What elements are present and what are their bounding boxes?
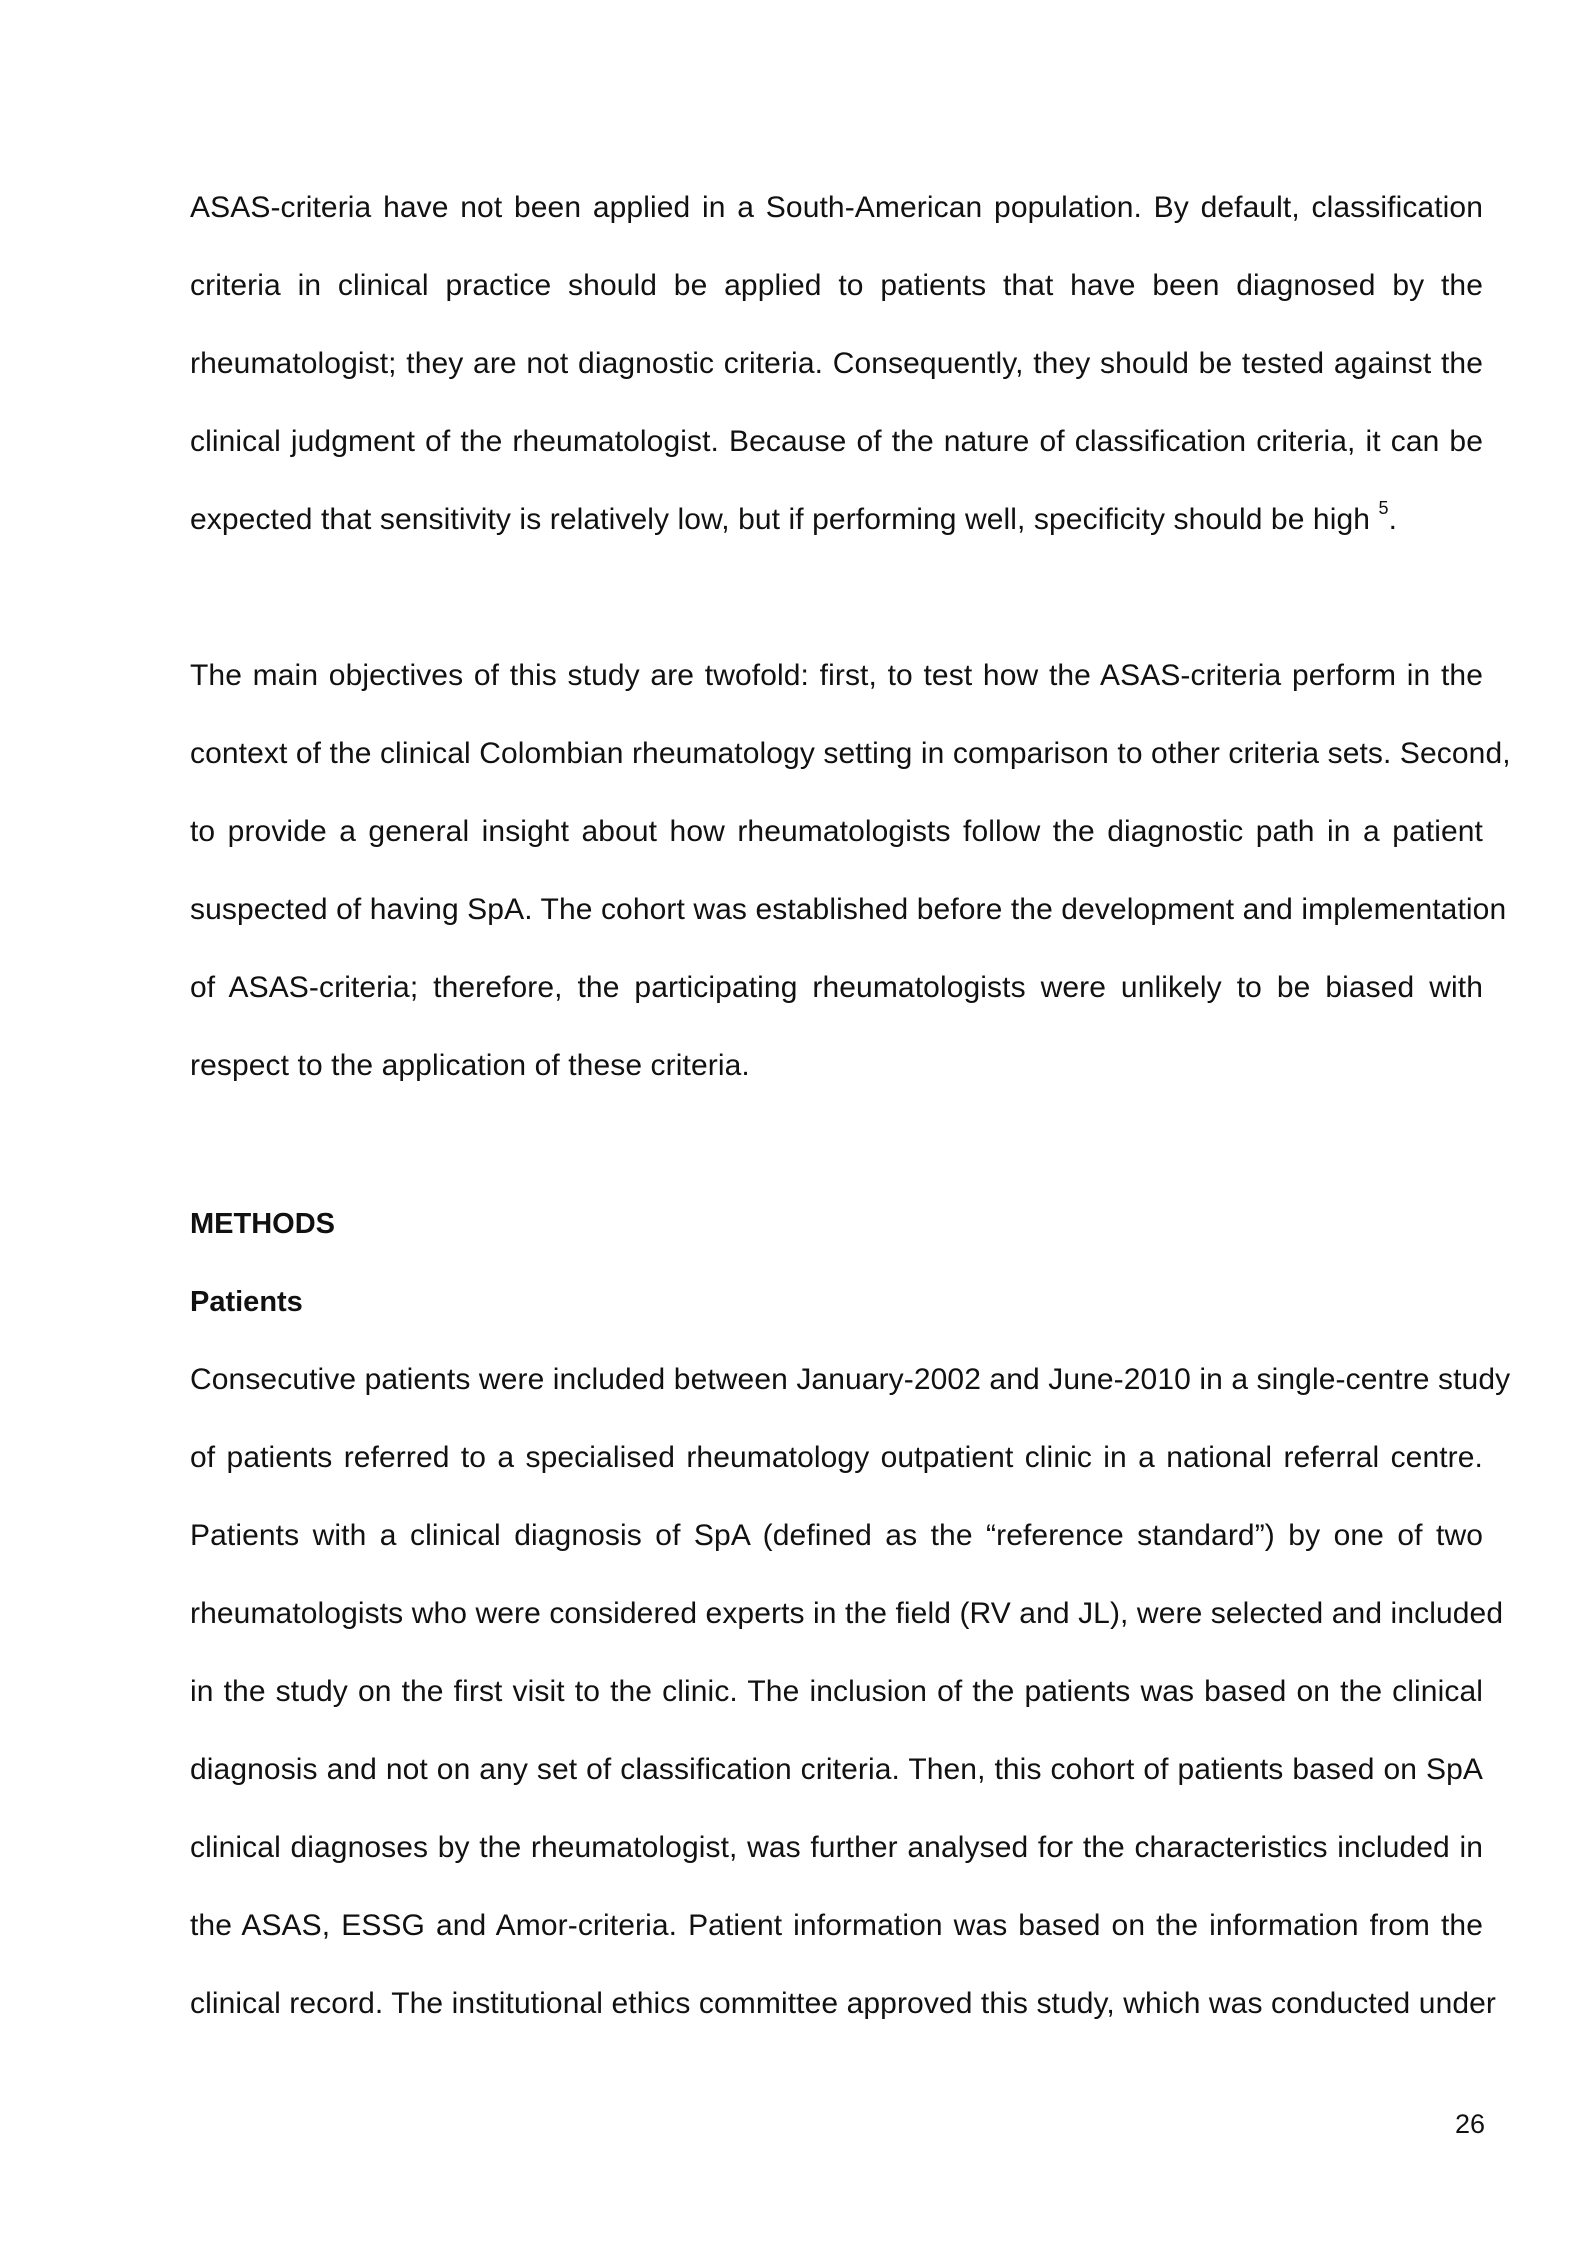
paragraph-3-line-2: of patients referred to a specialised rheumatology outpatient clinic in a national referral centre. — [190, 1441, 1483, 1474]
paragraph-2-line-5: of ASAS-criteria; therefore, the participating rheumatologists were unlikely to be biased with — [190, 971, 1483, 1004]
subsection-heading-patients: Patients — [190, 1286, 303, 1318]
citation-reference: 5 — [1378, 498, 1389, 518]
paragraph-2-line-6: respect to the application of these criteria. — [190, 1049, 750, 1082]
paragraph-2-line-2: context of the clinical Colombian rheumatology setting in comparison to other criteria sets. Second, — [190, 737, 1511, 770]
section-heading-methods: METHODS — [190, 1208, 335, 1240]
paragraph-1-line-5-text: expected that sensitivity is relatively low, but if performing well, specificity should be high — [190, 503, 1371, 536]
paragraph-2-line-1: The main objectives of this study are twofold: first, to test how the ASAS-criteria perform in the — [190, 659, 1483, 692]
paragraph-3-line-3: Patients with a clinical diagnosis of SpA (defined as the “reference standard”) by one of two — [190, 1519, 1483, 1552]
page-number: 26 — [1454, 2109, 1485, 2139]
paragraph-1-line-1: ASAS-criteria have not been applied in a South-American population. By default, classification — [190, 191, 1483, 224]
paragraph-3-line-8: the ASAS, ESSG and Amor-criteria. Patient information was based on the information from the — [190, 1909, 1483, 1942]
paragraph-3-line-7: clinical diagnoses by the rheumatologist, was further analysed for the characteristics included in — [190, 1831, 1483, 1864]
paragraph-1-line-4: clinical judgment of the rheumatologist. Because of the nature of classification criteria, it can be — [190, 425, 1483, 458]
paragraph-3-line-6: diagnosis and not on any set of classification criteria. Then, this cohort of patients based on SpA — [190, 1753, 1483, 1786]
paragraph-1-line-5 — [190, 498, 1483, 538]
paragraph-3-line-5: in the study on the first visit to the clinic. The inclusion of the patients was based on the clinical — [190, 1675, 1483, 1708]
paragraph-1-line-3: rheumatologist; they are not diagnostic criteria. Consequently, they should be tested against the — [190, 347, 1483, 380]
paragraph-1-line-2: criteria in clinical practice should be applied to patients that have been diagnosed by the — [190, 269, 1483, 302]
citation-suffix: . — [1388, 503, 1398, 536]
paragraph-2-line-4: suspected of having SpA. The cohort was established before the development and implementation — [190, 893, 1507, 926]
paragraph-2-line-3: to provide a general insight about how rheumatologists follow the diagnostic path in a patient — [190, 815, 1483, 848]
paragraph-3-line-1: Consecutive patients were included between January-2002 and June-2010 in a single-centre study — [190, 1363, 1511, 1396]
paragraph-3-line-4: rheumatologists who were considered experts in the field (RV and JL), were selected and included — [190, 1597, 1504, 1630]
paragraph-3-line-9: clinical record. The institutional ethics committee approved this study, which was conducted under — [190, 1987, 1497, 2020]
